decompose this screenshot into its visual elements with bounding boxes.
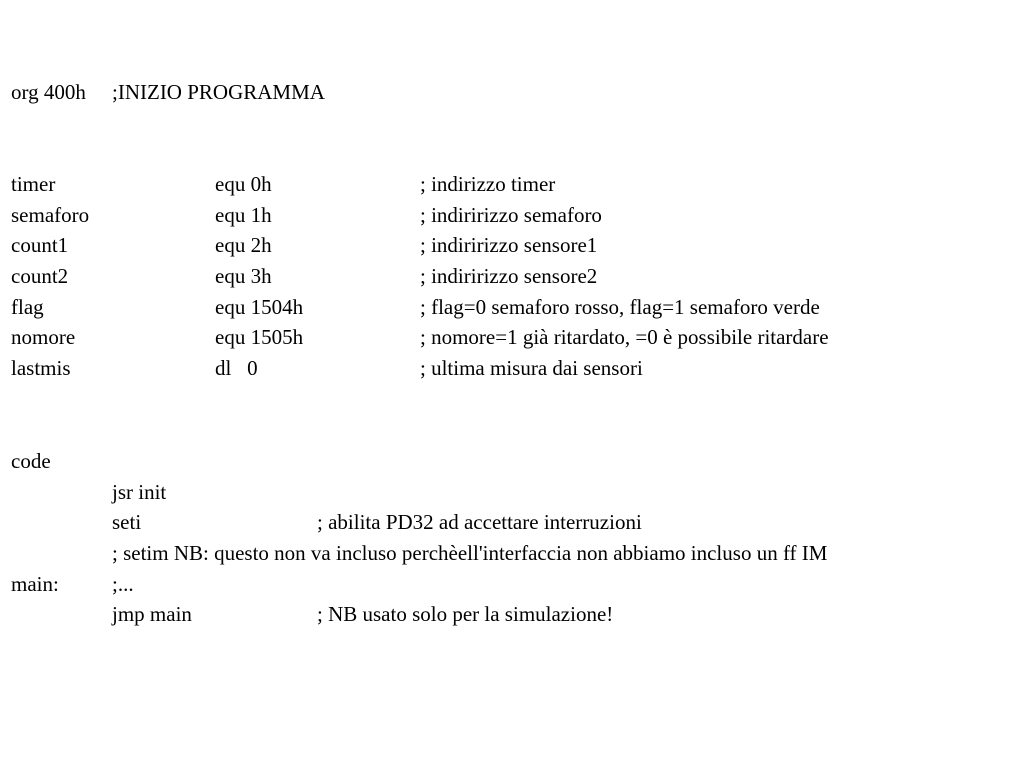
equate-label: timer — [11, 172, 56, 196]
equate-instruction: equ 2h — [215, 233, 272, 257]
equate-label: count2 — [11, 264, 69, 288]
equate-instruction: equ 1504h — [215, 295, 304, 319]
code-comment: ; abilita PD32 ad accettare interruzioni — [317, 510, 642, 534]
code-line — [0, 507, 642, 537]
equate-instruction: dl 0 — [215, 356, 258, 380]
equate-comment: ; nomore=1 già ritardato, =0 è possibile ritardare — [420, 325, 829, 349]
code-instruction: ;... — [112, 572, 134, 596]
equate-line — [0, 230, 598, 260]
org-directive: org 400h — [11, 80, 86, 104]
equate-label: nomore — [11, 325, 76, 349]
equate-label: semaforo — [11, 203, 90, 227]
equate-comment: ; indiririzzo sensore1 — [420, 233, 598, 257]
equate-line — [0, 353, 643, 383]
equate-comment: ; ultima misura dai sensori — [420, 356, 643, 380]
equate-line — [0, 322, 829, 352]
code-line — [0, 538, 828, 568]
code-section-label: code — [11, 449, 51, 473]
equate-comment: ; flag=0 semaforo rosso, flag=1 semaforo verde — [420, 295, 820, 319]
equate-comment: ; indirizzo timer — [420, 172, 556, 196]
org-directive-line — [0, 77, 325, 107]
equate-label: lastmis — [11, 356, 71, 380]
equate-instruction: equ 3h — [215, 264, 272, 288]
code-instruction: jsr init — [112, 480, 167, 504]
code-instruction: seti — [112, 510, 142, 534]
equate-label: flag — [11, 295, 44, 319]
equate-comment: ; indiririzzo sensore2 — [420, 264, 598, 288]
code-instruction: ; setim NB: questo non va incluso perchèell'interfaccia non abbiamo incluso un ff IM — [112, 541, 828, 565]
code-line — [0, 599, 614, 629]
equate-line — [0, 292, 820, 322]
equate-line — [0, 169, 556, 199]
equate-instruction: equ 1505h — [215, 325, 304, 349]
equate-instruction: equ 0h — [215, 172, 272, 196]
equate-instruction: equ 1h — [215, 203, 272, 227]
code-line — [0, 477, 167, 507]
code-section-line — [0, 446, 51, 476]
equate-comment: ; indiririzzo semaforo — [420, 203, 602, 227]
code-instruction: jmp main — [112, 602, 192, 626]
equate-label: count1 — [11, 233, 69, 257]
code-line — [0, 569, 134, 599]
equate-line — [0, 200, 602, 230]
program-start-comment: ;INIZIO PROGRAMMA — [112, 80, 325, 104]
code-label: main: — [11, 572, 59, 596]
equate-line — [0, 261, 598, 291]
code-comment: ; NB usato solo per la simulazione! — [317, 602, 614, 626]
